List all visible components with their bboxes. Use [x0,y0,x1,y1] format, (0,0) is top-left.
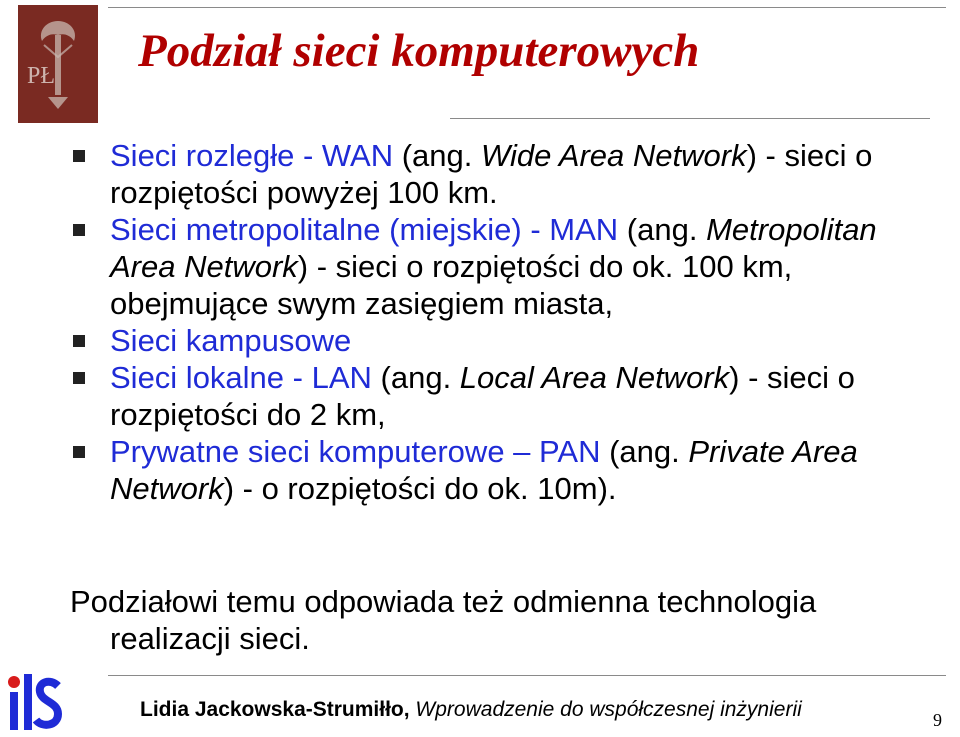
university-emblem-icon [18,5,98,123]
bullet-text-segment: Metropolitan Area Network [110,212,877,284]
bullet-item [0,211,960,322]
square-bullet-icon [73,446,85,458]
bullet-text-segment: Private Area Network [110,434,858,506]
bullet-text-segment: Prywatne sieci komputerowe – PAN [110,434,601,469]
bullet-text-segment: Sieci kampusowe [110,323,352,358]
bullet-list [0,137,960,507]
bullet-text-segment: ) - sieci o rozpiętości do ok. 100 km, obejmujące swym zasięgiem miasta, [110,249,793,321]
institute-logo-icon [4,668,66,734]
bullet-item [0,137,960,211]
square-bullet-icon [73,372,85,384]
square-bullet-icon [73,150,85,162]
bullet-text-segment: Sieci metropolitalne (miejskie) - MAN [110,212,619,247]
logo-text: PŁ [27,63,56,89]
bullet-text-segment: Wide Area Network [480,138,747,173]
footer-rule [108,675,946,676]
top-rule [108,7,946,8]
bullet-text-segment: Local Area Network [459,360,730,395]
summary-paragraph [70,583,960,657]
bullet-text-segment: ) - sieci o rozpiętości do 2 km, [110,360,855,432]
bullet-item [0,322,960,359]
bullet-text-segment: (ang. [393,138,481,173]
summary-line-1: Podziałowi temu odpowiada też odmienna technologia [70,584,817,619]
bullet-item [0,359,960,433]
slide-title: Podział sieci komputerowych [138,25,700,77]
university-logo [18,5,98,123]
bullet-text-segment: Sieci lokalne - LAN [110,360,372,395]
footer-credit [140,698,802,722]
bullet-text-segment: (ang. [618,212,707,247]
page-number: 9 [933,710,942,730]
bullet-text-segment: ) - sieci o rozpiętości powyżej 100 km. [110,138,873,210]
square-bullet-icon [73,224,85,236]
bullet-text-segment: (ang. [600,434,689,469]
footer-author: Lidia Jackowska-Strumiłło, [140,698,410,721]
bullet-text-segment: Sieci rozległe - WAN [110,138,394,173]
bullet-text-segment: (ang. [371,360,460,395]
square-bullet-icon [73,335,85,347]
summary-line-2: realizacji sieci. [110,621,310,656]
footer-course: Wprowadzenie do współczesnej inżynierii [409,698,802,721]
bullet-item [0,433,960,507]
title-underline-rule [450,118,930,119]
bullet-text-segment: ) - o rozpiętości do ok. 10m). [223,471,617,506]
